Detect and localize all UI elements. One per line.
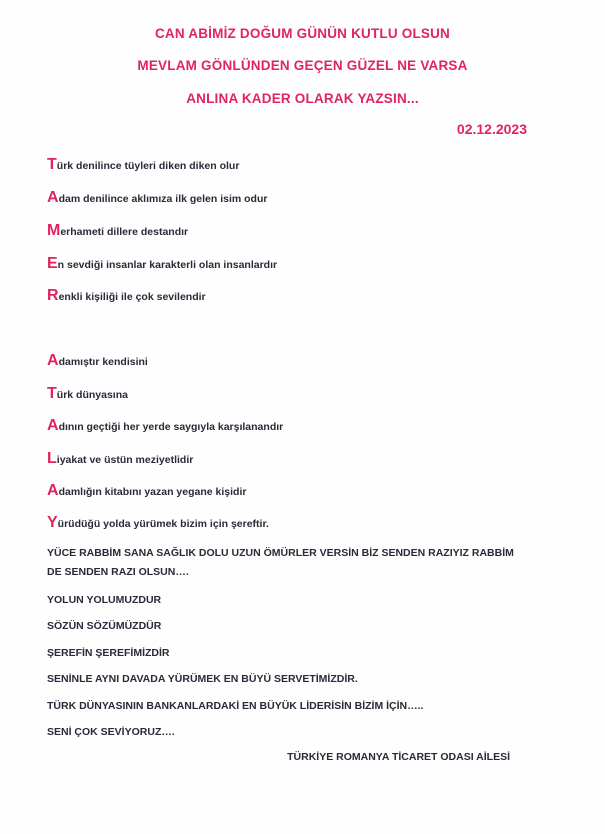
acrostic-text: damlığın kitabını yazan yegane kişidir (58, 486, 247, 498)
acrostic-text: ürk denilince tüyleri diken diken olur (56, 160, 240, 172)
acrostic-text: dının geçtiği her yerde saygıyla karşılanandır (58, 421, 284, 433)
acrostic-line (47, 450, 193, 468)
acrostic-line (47, 352, 148, 370)
acrostic-initial: T (47, 385, 57, 402)
closing-line: TÜRK DÜNYASININ BANKANLARDAKİ EN BÜYÜK LİDERİSİN BİZİM İÇİN….. (47, 700, 424, 712)
acrostic-initial: M (47, 222, 61, 239)
header-line-2: MEVLAM GÖNLÜNDEN GEÇEN GÜZEL NE VARSA (137, 58, 468, 73)
header-line-1: CAN ABİMİZ DOĞUM GÜNÜN KUTLU OLSUN (154, 26, 451, 41)
closing-line: SENİNLE AYNI DAVADA YÜRÜMEK EN BÜYÜ SERVETİMİZDİR. (47, 673, 358, 685)
acrostic-initial: L (47, 450, 57, 467)
date: 02.12.2023 (456, 121, 527, 137)
acrostic-text: n sevdiği insanlar karakterli olan insanlardır (57, 259, 278, 271)
acrostic-initial: A (47, 417, 59, 434)
acrostic-text: enkli kişiliği ile çok sevilendir (58, 291, 206, 303)
closing-line: YOLUN YOLUMUZDUR (47, 594, 162, 606)
acrostic-line (47, 156, 239, 174)
signature: TÜRKİYE ROMANYA TİCARET ODASI AİLESİ (287, 751, 510, 763)
closing-line: SENİ ÇOK SEVİYORUZ…. (47, 726, 175, 738)
acrostic-initial: T (47, 156, 57, 173)
acrostic-initial: A (47, 482, 59, 499)
closing-line: SÖZÜN SÖZÜMÜZDÜR (47, 620, 162, 632)
acrostic-line (47, 222, 188, 240)
acrostic-initial: A (47, 352, 59, 369)
acrostic-text: erhameti dillere destandır (60, 226, 189, 238)
acrostic-line (47, 417, 283, 435)
acrostic-line (47, 514, 269, 532)
acrostic-text: damıştır kendisini (58, 356, 148, 368)
acrostic-initial: R (47, 287, 59, 304)
acrostic-text: ürk dünyasına (56, 389, 128, 401)
header-line-3: ANLINA KADER OLARAK YAZSIN... (186, 91, 419, 106)
acrostic-text: iyakat ve üstün meziyetlidir (56, 454, 194, 466)
acrostic-text: ürüdüğü yolda yürümek bizim için şereftir. (57, 518, 269, 530)
closing-line: DE SENDEN RAZI OLSUN…. (47, 566, 189, 578)
acrostic-line (47, 255, 277, 273)
acrostic-initial: Y (47, 514, 58, 531)
acrostic-initial: A (47, 189, 59, 206)
acrostic-line (47, 287, 206, 305)
acrostic-line (47, 482, 246, 500)
closing-line: ŞEREFİN ŞEREFİMİZDİR (47, 647, 170, 659)
acrostic-initial: E (47, 255, 58, 272)
acrostic-text: dam denilince aklımıza ilk gelen isim odur (58, 193, 268, 205)
acrostic-line (47, 385, 128, 403)
acrostic-line (47, 189, 267, 207)
closing-line: YÜCE RABBİM SANA SAĞLIK DOLU UZUN ÖMÜRLER VERSİN BİZ SENDEN RAZIYIZ RABBİM (47, 547, 514, 559)
